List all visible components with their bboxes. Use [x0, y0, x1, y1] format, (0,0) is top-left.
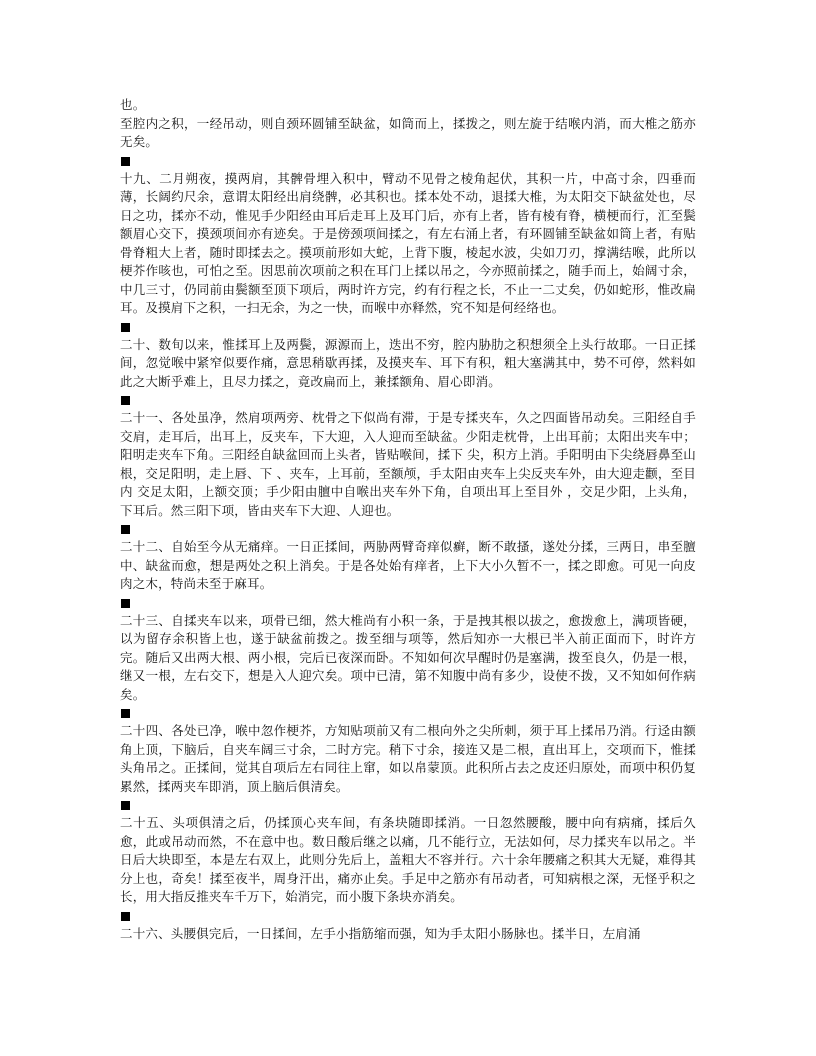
section-marker-square	[121, 912, 130, 921]
document-page	[120, 96, 696, 943]
paragraph-section-22: 二十二、自始至今从无痛痒。一日正揉间，两胁两臂奇痒似癣，断不敢搔，遂处分揉，三两日，串至膻中、缺盆而愈，想是两处之积上消矣。于是各处始有痒者，上下大小久暂不一，揉之即愈。可见一向皮肉之木，特尚未至于麻耳。	[120, 539, 696, 591]
section-marker-square	[121, 709, 130, 718]
paragraph-section-26: 二十六、头腰俱完后，一日揉间，左手小指筋缩而强，知为手太阳小肠脉也。揉半日，左肩涌	[120, 925, 641, 941]
paragraph-section-23: 二十三、自揉夹车以来，项骨已细，然大椎尚有小积一条，于是拽其根以拔之，愈拨愈上，满项皆硬，以为留存余积皆上也，遂于缺盆前拨之。拨至细与项等，然后知亦一大根已半入前正面而下，时许方完。随后又出两大根、两小根，完后已夜深而卧。不知如何次早醒时仍是塞满，拨至良久，仍是一根，继又一根，左右交下，想是入人迎穴矣。项中已清，第不知腹中尚有多少，设使不拨，又不知如何作病矣。	[120, 612, 696, 702]
section-marker-square	[121, 801, 130, 810]
paragraph-section-24: 二十四、各处已净，喉中忽作梗芥，方知贴项前又有二根向外之尖所刺，须于耳上揉吊乃消。行迳由额角上顶，下脑后，自夹车阔三寸余，二时方完。稍下寸余，接连又是二根，直出耳上，交项而下，惟揉头角吊之。正揉间，觉其自项后左右同往上窜，如以帛蒙顶。此积所占去之皮还归原处，而项中积仍复累然，揉两夹车即消，顶上脑后俱清矣。	[120, 723, 696, 794]
section-marker-square	[121, 396, 130, 405]
section-marker-square	[121, 323, 130, 332]
paragraph: 至腔内之积，一经吊动，则自颈环圆铺至缺盆，如筒而上，揉拨之，则左旋于结喉内消，而大椎之筋亦无矣。	[120, 115, 696, 149]
section-marker-square	[121, 599, 130, 608]
paragraph-continuation: 也。	[120, 97, 146, 112]
paragraph-section-20: 二十、数旬以来，惟揉耳上及两鬓，源源而上，迭出不穷，腔内胁肋之积想须全上头行故耶。一日正揉间，忽觉喉中紧窄似要作痛，意思稍歇再揉，及摸夹车、耳下有积，粗大塞满其中，势不可停，然料如此之大断乎难上，且尽力揉之，竟改扁而上，兼揉额角、眉心即消。	[120, 336, 696, 389]
section-marker-square	[121, 157, 130, 166]
paragraph-section-25: 二十五、头项俱清之后，仍揉顶心夹车间，有条块随即揉消。一日忽然腰酸，腰中向有病痛，揉后久愈，此或吊动而然，不在意中也。数日酸后继之以痛，几不能行立，无法如何，尽力揉夹车以吊之。半日后大块即至，本是左右双上，此则分先后上，盖粗大不容并行。六十余年腰痛之积其大无疑，难得其分上也，奇矣！揉至夜半，周身汗出，痛亦止矣。手足中之筋亦有吊动者，可知病根之深，无怪乎积之长，用大指反推夹车千万下，始消完，而小腹下条块亦消矣。	[120, 815, 696, 904]
paragraph-section-19: 十九、二月朔夜，摸两肩，其髀骨埋入积中，臂动不见骨之棱角起伏，其积一片，中高寸余，四垂而薄，长阔约尺余，意谓太阳经出肩绕髀，必其积也。揉本处不动，退揉大椎，为太阳交下缺盆处也，尽日之功，揉亦不动，惟见手少阳经由耳后走耳上及耳门后，亦有上者，皆有棱有脊，横梗而行，汇至鬓额眉心交下，摸颈项间亦有迹矣。于是傍颈项间揉之，有左右涌上者，有环圆铺至缺盆如筒上者，有贴骨脊粗大上者，随时即揉去之。摸项前形如大蛇，上背下腹，棱起水波，尖如刀刃，撑满结喉，此所以梗芥作咳也，可怕之至。因思前次项前之积在耳门上揉以吊之，今亦照前揉之，随手而上，始阔寸余，中几三寸，仍同前由鬓额至顶下项后，两时许方完，约有行程之长，不止一二丈矣，仍如蛇形，惟改扁耳。及摸肩下之积，一扫无余，为之一快，而喉中亦释然，究不知是何经络也。	[120, 170, 696, 315]
paragraph-section-21: 二十一、各处虽净，然肩项两旁、枕骨之下似尚有滞，于是专揉夹车，久之四面皆吊动矣。三阳经自手交肩，走耳后，出耳上，反夹车，下大迎，入人迎而至缺盆。少阳走枕骨，上出耳前；太阳出夹车中；阳明走夹车下角。三阳经自缺盆回而上头者，皆贴喉间，揉下 尖，积方上消。手阳明由下尖绕唇鼻至山根，交足阳明，走上唇、下 、夹车，上耳前，至额颅，手太阳由夹车上尖反夹车外，由大迎走颧，至目内 交足太阳，上额交顶；手少阳由膻中自喉出夹车外下角，自项出耳上至目外 ，交足少阳，上头角，下耳后。然三阳下项，皆由夹车下大迎、人迎也。	[120, 410, 696, 518]
section-marker-square	[121, 525, 130, 534]
